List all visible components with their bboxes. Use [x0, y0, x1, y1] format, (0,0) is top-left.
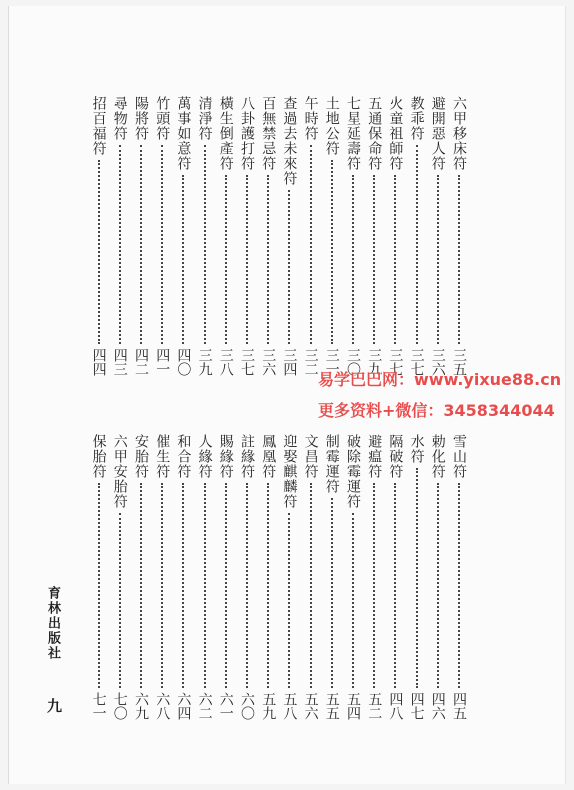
page-folio: 九: [45, 698, 63, 713]
toc-entry-title: 雪山符: [451, 434, 467, 479]
toc-leader-dots: [331, 160, 333, 344]
toc-entry-page: 三二: [302, 348, 319, 376]
toc-entry-title: 制霉運符: [323, 434, 340, 494]
toc-entry-title: 招百福符: [90, 96, 107, 156]
toc-entry-title: 教乖符: [408, 96, 425, 141]
toc-entry: [363, 96, 385, 376]
toc-entry-title: 保胎符: [90, 434, 107, 479]
toc-entry-title: 午時符: [302, 96, 319, 141]
toc-entry-page: 五八: [281, 692, 298, 720]
toc-entry-page: 四四: [90, 348, 107, 376]
toc-entry: [88, 434, 110, 720]
toc-entry-page: 四七: [408, 692, 425, 720]
toc-entry-page: 三六: [429, 348, 446, 376]
toc-entry: [109, 96, 131, 376]
toc-entry: [427, 96, 449, 376]
toc-entry-title: 鳳凰符: [260, 434, 277, 479]
toc-leader-dots: [352, 513, 354, 688]
watermark-line-1: 易学巴巴网：www.yixue88.cn: [318, 370, 562, 389]
toc-entry-page: 五四: [345, 692, 361, 720]
toc-entry-title: 陽將符: [133, 96, 149, 141]
toc-entry-title: 土地公符: [323, 96, 340, 156]
toc-entry-page: 七一: [90, 692, 107, 720]
toc-entry-page: 三四: [281, 348, 298, 376]
toc-leader-dots: [119, 145, 121, 344]
toc-entry: [236, 96, 258, 376]
toc-entry-page: 三五: [451, 348, 467, 376]
toc-entry: [448, 434, 470, 720]
toc-entry: [109, 434, 131, 720]
toc-leader-dots: [246, 483, 248, 688]
toc-entry-page: 五五: [323, 692, 340, 720]
toc-entry: [448, 96, 470, 376]
toc-leader-dots: [267, 175, 269, 344]
toc-entry-title: 清淨符: [196, 96, 213, 141]
toc-entry-page: 三七: [239, 348, 255, 376]
toc-leader-dots: [352, 175, 354, 344]
toc-entry: [342, 434, 364, 720]
toc-entry: [236, 434, 258, 720]
toc-entry-page: 六八: [154, 692, 171, 720]
toc-leader-dots: [98, 160, 100, 344]
toc-entry-title: 避開惡人符: [429, 96, 446, 171]
toc-entry-page: 四六: [429, 692, 446, 720]
toc-entry: [427, 434, 449, 720]
toc-entry: [194, 434, 216, 720]
toc-leader-dots: [267, 483, 269, 688]
toc-leader-dots: [458, 175, 460, 344]
toc-entry: [321, 96, 343, 376]
toc-leader-dots: [437, 175, 439, 344]
toc-entry-title: 六甲移床符: [451, 96, 467, 171]
toc-leader-dots: [458, 483, 460, 688]
toc-entry-title: 橫生倒產符: [217, 96, 234, 171]
toc-entry-page: 三九: [366, 348, 383, 376]
toc-entry-title: 六甲安胎符: [111, 434, 128, 509]
toc-entry-title: 隔破符: [387, 434, 404, 479]
toc-leader-dots: [225, 483, 227, 688]
toc-entry-title: 和合符: [175, 434, 192, 479]
toc-entry-title: 人緣符: [196, 434, 213, 479]
toc-leader-dots: [204, 483, 206, 688]
toc-leader-dots: [140, 483, 142, 688]
toc-entry-title: 火童祖師符: [387, 96, 404, 171]
toc-entry: [300, 96, 322, 376]
toc-entry: [130, 96, 152, 376]
toc-entry-title: 萬事如意符: [175, 96, 192, 171]
toc-entry-title: 文昌符: [302, 434, 319, 479]
toc-leader-dots: [373, 175, 375, 344]
toc-entry-page: 四二: [133, 348, 149, 376]
toc-entry-title: 催生符: [154, 434, 171, 479]
toc-entry: [384, 434, 406, 720]
toc-entry-page: 四〇: [175, 348, 192, 376]
toc-entry-title: 避瘟符: [366, 434, 383, 479]
toc-entry-page: 四五: [451, 692, 467, 720]
toc-entry-page: 六九: [133, 692, 149, 720]
toc-leader-dots: [182, 175, 184, 344]
toc-leader-dots: [246, 175, 248, 344]
toc-leader-dots: [119, 513, 121, 688]
toc-entry-title: 勅化符: [429, 434, 446, 479]
toc-leader-dots: [98, 483, 100, 688]
toc-entry-title: 尋物符: [111, 96, 128, 141]
toc-entry-page: 六一: [217, 692, 234, 720]
toc-entry-title: 五通保命符: [366, 96, 383, 171]
toc-entry: [172, 434, 194, 720]
toc-entry-title: 註緣符: [239, 434, 255, 479]
publisher-imprint: 育林出版社: [45, 586, 60, 661]
toc-entry-page: 七〇: [111, 692, 128, 720]
toc-entry: [321, 434, 343, 720]
toc-entry: [194, 96, 216, 376]
toc-entry-title: 安胎符: [133, 434, 149, 479]
toc-entry-title: 查過去未來符: [281, 96, 298, 186]
toc-leader-dots: [373, 483, 375, 688]
toc-entry: [384, 96, 406, 376]
toc-entry-title: 破除霉運符: [345, 434, 361, 509]
toc-entry-page: 三六: [260, 348, 277, 376]
toc-entry: [172, 96, 194, 376]
toc-entry: [215, 434, 237, 720]
toc-entry-page: 六〇: [239, 692, 255, 720]
toc-entry: [406, 96, 428, 376]
toc-leader-dots: [310, 145, 312, 344]
toc-entry-page: 三一: [323, 348, 340, 376]
toc-entry: [278, 96, 300, 376]
toc-entry-title: 迎娶麒麟符: [281, 434, 298, 509]
toc-entry: [300, 434, 322, 720]
toc-leader-dots: [288, 190, 290, 344]
toc-entry-page: 六四: [175, 692, 192, 720]
toc-entry-page: 三〇: [345, 348, 361, 376]
toc-entry-title: 水符: [408, 434, 425, 464]
toc-entry-page: 五九: [260, 692, 277, 720]
toc-leader-dots: [394, 483, 396, 688]
toc-entry-title: 七星延壽符: [345, 96, 361, 171]
toc-entry: [88, 96, 110, 376]
toc-leader-dots: [331, 498, 333, 688]
toc-entry-title: 賜緣符: [217, 434, 234, 479]
toc-leader-dots: [310, 483, 312, 688]
toc-entry-title: 百無禁忌符: [260, 96, 277, 171]
toc-entry-page: 六二: [196, 692, 213, 720]
toc-entry-page: 四一: [154, 348, 171, 376]
toc-leader-dots: [416, 145, 418, 344]
toc-leader-dots: [437, 483, 439, 688]
toc-entry: [257, 96, 279, 376]
toc-leader-dots: [394, 175, 396, 344]
toc-entry-page: 三九: [196, 348, 213, 376]
toc-entry: [363, 434, 385, 720]
toc-entry: [151, 96, 173, 376]
toc-entry: [406, 434, 428, 720]
toc-entry: [278, 434, 300, 720]
toc-entry-page: 三七: [387, 348, 404, 376]
toc-entry-page: 四三: [111, 348, 128, 376]
toc-entry-page: 三七: [408, 348, 425, 376]
toc-entry-page: 三八: [217, 348, 234, 376]
toc-entry-page: 五六: [302, 692, 319, 720]
toc-entry-title: 竹頭符: [154, 96, 171, 141]
toc-leader-dots: [161, 483, 163, 688]
toc-leader-dots: [288, 513, 290, 688]
toc-entry: [257, 434, 279, 720]
toc-entry: [151, 434, 173, 720]
toc-leader-dots: [204, 145, 206, 344]
toc-entry: [342, 96, 364, 376]
watermark-line-2: 更多资料+微信：3458344044: [318, 401, 555, 420]
toc-leader-dots: [225, 175, 227, 344]
toc-entry: [130, 434, 152, 720]
toc-leader-dots: [140, 145, 142, 344]
toc-leader-dots: [416, 468, 418, 688]
toc-entry-title: 八卦護打符: [239, 96, 255, 171]
toc-entry: [215, 96, 237, 376]
toc-leader-dots: [161, 145, 163, 344]
toc-entry-page: 四八: [387, 692, 404, 720]
toc-leader-dots: [182, 483, 184, 688]
toc-entry-page: 五二: [366, 692, 383, 720]
